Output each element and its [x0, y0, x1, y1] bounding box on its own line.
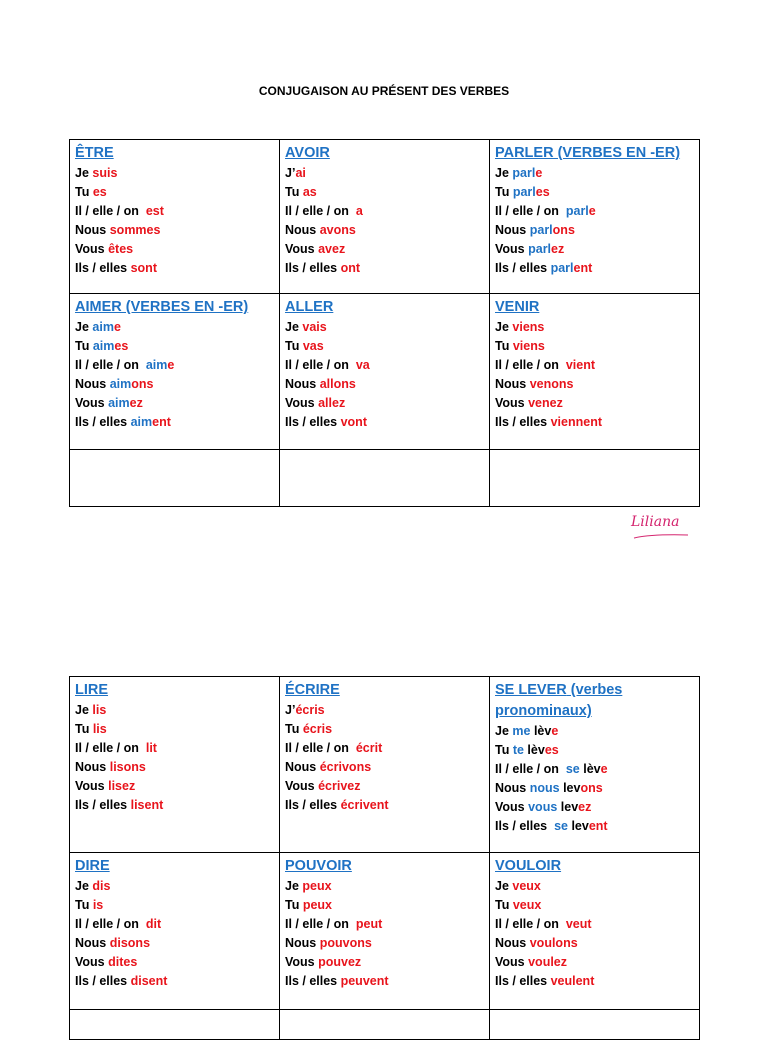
table-row [70, 677, 700, 853]
verb-cell [490, 294, 700, 450]
pronoun-text: Ils / elles [285, 974, 341, 988]
pronoun-text: Vous [495, 396, 529, 410]
ending-text: disent [130, 974, 168, 988]
ending-text: voulons [529, 936, 578, 950]
verb-title [495, 856, 694, 877]
verb-cell [70, 677, 280, 853]
ending-text: êtes [108, 242, 134, 256]
pronoun-text: Vous [285, 955, 319, 969]
verb-title-text: ÊTRE [75, 145, 114, 161]
ending-text: peux [302, 898, 333, 912]
pronoun-text: Nous [285, 377, 320, 391]
conjugation-line [285, 259, 484, 278]
ending-text: écrivons [319, 760, 372, 774]
conjugation-line [285, 318, 484, 337]
conjugation-line [75, 202, 274, 221]
pronoun-text: Ils / elles [285, 415, 341, 429]
verb-title-text: POUVOIR [285, 858, 352, 874]
conjugation-line [75, 972, 274, 991]
ending-text: is [92, 898, 104, 912]
ending-text: es [92, 185, 107, 199]
conjugation-line [495, 934, 694, 953]
ending-text: lit [145, 741, 157, 755]
pronoun-text: Vous [495, 800, 529, 814]
verb-title [75, 856, 274, 877]
pronoun-text: Ils / elles [285, 261, 341, 275]
conjugation-line [75, 221, 274, 240]
conjugation-line [75, 164, 274, 183]
table-row [70, 140, 700, 294]
ending-text: viens [512, 320, 545, 334]
conjugation-table-1 [69, 139, 700, 507]
ending-text: ons [552, 223, 575, 237]
conjugation-line [75, 337, 274, 356]
pronoun-text: Ils / elles [495, 415, 551, 429]
verb-title [285, 143, 484, 164]
conjugation-line [285, 701, 484, 720]
pronoun-text: Tu [75, 185, 93, 199]
ending-text: lisez [108, 779, 136, 793]
ending-text: viennent [550, 415, 602, 429]
conjugation-line [285, 221, 484, 240]
verb-title [495, 143, 694, 164]
stem-text: parl [512, 185, 536, 199]
verb-title-text: SE LEVER [495, 682, 567, 698]
conjugation-line [285, 877, 484, 896]
stem-text: aim [109, 377, 132, 391]
ending-text: allons [319, 377, 356, 391]
ending-text: veux [512, 879, 541, 893]
conjugation-line [495, 413, 694, 432]
conjugation-line [495, 375, 694, 394]
ending-text: ai [295, 166, 306, 180]
conjugation-line [495, 356, 694, 375]
empty-cell [70, 1010, 280, 1040]
table-row [70, 853, 700, 1010]
pronoun-text: Il / elle / on [495, 762, 566, 776]
conjugation-line [75, 413, 274, 432]
verb-title-text: VOULOIR [495, 858, 562, 874]
pronoun-text: Je [75, 166, 93, 180]
ending-text: a [355, 204, 363, 218]
stem-text: aim [92, 339, 115, 353]
pronoun-text: Je [75, 320, 93, 334]
ending-text: ez [578, 800, 592, 814]
ending-text: vient [565, 358, 596, 372]
ending-text: ent [588, 819, 608, 833]
conjugation-line [285, 164, 484, 183]
verb-cell [490, 853, 700, 1010]
signature-swash [632, 532, 690, 540]
stem-text: se [554, 819, 568, 833]
ending-text: e [535, 166, 543, 180]
pronoun-text: Vous [285, 242, 319, 256]
pronoun-text: Tu [285, 339, 303, 353]
pronoun-text: Tu [75, 898, 93, 912]
conjugation-line [75, 318, 274, 337]
verb-title-text: VENIR [495, 299, 540, 315]
conjugation-line [75, 375, 274, 394]
ending-text: écris [302, 722, 333, 736]
conjugation-line [75, 701, 274, 720]
conjugation-line [495, 722, 694, 741]
ending-text: pouvons [319, 936, 372, 950]
ending-text: sont [130, 261, 157, 275]
stem-text: vous [528, 800, 558, 814]
verb-cell [490, 677, 700, 853]
conjugation-line [495, 318, 694, 337]
stem-text: parl [512, 166, 536, 180]
stem-text: parl [529, 223, 553, 237]
pronoun-text: Je [495, 166, 513, 180]
ending-text: peuvent [340, 974, 389, 988]
verb-title [495, 680, 694, 722]
pronoun-text: lev [557, 800, 579, 814]
ending-text: es [535, 185, 550, 199]
conjugation-line [75, 259, 274, 278]
pronoun-text: Nous [285, 760, 320, 774]
stem-text: se [565, 762, 580, 776]
ending-text: pouvez [318, 955, 362, 969]
pronoun-text: lèv [579, 762, 601, 776]
ending-text: sommes [109, 223, 161, 237]
verb-title [285, 680, 484, 701]
conjugation-line [495, 183, 694, 202]
pronoun-text: Vous [75, 242, 109, 256]
ending-text: allez [318, 396, 346, 410]
ending-text: va [355, 358, 370, 372]
pronoun-text: J’ [285, 703, 296, 717]
pronoun-text: Ils / elles [495, 261, 551, 275]
pronoun-text: Nous [285, 223, 320, 237]
conjugation-line [75, 934, 274, 953]
page-title: CONJUGAISON AU PRÉSENT DES VERBES [258, 84, 510, 98]
ending-text: venez [528, 396, 563, 410]
verb-cell [280, 294, 490, 450]
ending-text: vas [302, 339, 324, 353]
ending-text: peux [302, 879, 332, 893]
stem-text: aim [92, 320, 114, 334]
pronoun-text: Je [75, 879, 93, 893]
ending-text: veux [512, 898, 542, 912]
conjugation-line [75, 877, 274, 896]
pronoun-text: Ils / elles [75, 798, 131, 812]
pronoun-text: Il / elle / on [285, 204, 356, 218]
ending-text: es [544, 743, 559, 757]
conjugation-line [285, 934, 484, 953]
ending-text: disons [109, 936, 151, 950]
pronoun-text: Tu [495, 743, 513, 757]
table-row [70, 1010, 700, 1040]
pronoun-text: Tu [495, 185, 513, 199]
conjugation-line [75, 953, 274, 972]
verb-cell [70, 140, 280, 294]
pronoun-text: Vous [285, 396, 319, 410]
ending-text: veut [565, 917, 592, 931]
conjugation-line [495, 202, 694, 221]
conjugation-line [285, 375, 484, 394]
ending-text: venons [529, 377, 574, 391]
pronoun-text: J’ [285, 166, 296, 180]
empty-cell [490, 450, 700, 507]
verb-title-text: LIRE [75, 682, 109, 698]
pronoun-text: Vous [75, 955, 109, 969]
conjugation-line [285, 777, 484, 796]
empty-cell [280, 1010, 490, 1040]
pronoun-text: Ils / elles [285, 798, 341, 812]
verb-title-text: ALLER [285, 299, 334, 315]
conjugation-line [495, 741, 694, 760]
ending-text: ent [573, 261, 593, 275]
conjugation-line [495, 779, 694, 798]
ending-text: lisons [109, 760, 146, 774]
pronoun-text: Nous [75, 936, 110, 950]
conjugation-line [285, 413, 484, 432]
pronoun-text: Je [285, 879, 303, 893]
conjugation-line [285, 356, 484, 375]
stem-text: parl [565, 204, 589, 218]
conjugation-line [495, 953, 694, 972]
ending-text: écrit [355, 741, 383, 755]
pronoun-text: lèv [530, 724, 552, 738]
pronoun-text: Je [495, 724, 513, 738]
pronoun-text: Ils / elles [75, 415, 131, 429]
signature: Liliana [631, 514, 680, 530]
verb-cell [280, 140, 490, 294]
verb-title-text: DIRE [75, 858, 110, 874]
stem-text: nous [529, 781, 560, 795]
table-row [70, 450, 700, 507]
conjugation-line [495, 164, 694, 183]
pronoun-text: Il / elle / on [495, 204, 566, 218]
pronoun-text: Je [495, 320, 513, 334]
pronoun-text: Nous [495, 223, 530, 237]
ending-text: ez [129, 396, 143, 410]
pronoun-text: Nous [495, 936, 530, 950]
pronoun-text: Tu [495, 898, 513, 912]
ending-text: dis [92, 879, 111, 893]
pronoun-text: Nous [75, 223, 110, 237]
ending-text: écrivez [318, 779, 361, 793]
ending-text: viens [512, 339, 545, 353]
conjugation-line [495, 817, 694, 836]
ending-text: e [551, 724, 559, 738]
conjugation-line [285, 240, 484, 259]
conjugation-line [285, 739, 484, 758]
ending-text: suis [92, 166, 118, 180]
verb-title [285, 297, 484, 318]
empty-cell [490, 1010, 700, 1040]
stem-text: me [512, 724, 531, 738]
conjugation-line [285, 796, 484, 815]
conjugation-line [495, 760, 694, 779]
conjugation-line [495, 259, 694, 278]
conjugation-line [495, 798, 694, 817]
verb-title-text: AVOIR [285, 145, 330, 161]
pronoun-text: Je [285, 320, 303, 334]
conjugation-line [495, 221, 694, 240]
conjugation-line [285, 953, 484, 972]
empty-cell [280, 450, 490, 507]
verb-title [75, 680, 274, 701]
conjugation-line [75, 356, 274, 375]
conjugation-line [285, 720, 484, 739]
conjugation-line [75, 777, 274, 796]
pronoun-text: Il / elle / on [285, 741, 356, 755]
conjugation-line [75, 739, 274, 758]
ending-text: écris [295, 703, 325, 717]
conjugation-line [75, 183, 274, 202]
conjugation-line [75, 796, 274, 815]
pronoun-text: Ils / elles [75, 261, 131, 275]
pronoun-text: lèv [523, 743, 545, 757]
conjugation-line [75, 915, 274, 934]
conjugation-line [495, 972, 694, 991]
pronoun-text: Nous [285, 936, 320, 950]
conjugation-line [495, 877, 694, 896]
conjugation-line [285, 915, 484, 934]
ending-text: e [167, 358, 175, 372]
ending-text: veulent [550, 974, 595, 988]
pronoun-text: Vous [495, 955, 529, 969]
pronoun-text: Nous [75, 377, 110, 391]
pronoun-text: Je [75, 703, 93, 717]
pronoun-text: Nous [75, 760, 110, 774]
conjugation-line [285, 337, 484, 356]
conjugation-line [75, 240, 274, 259]
stem-text: parl [550, 261, 574, 275]
pronoun-text: Vous [75, 779, 109, 793]
pronoun-text: Nous [495, 781, 530, 795]
empty-cell [70, 450, 280, 507]
pronoun-text: Il / elle / on [75, 358, 146, 372]
ending-text: avons [319, 223, 356, 237]
ending-text: lisent [130, 798, 164, 812]
conjugation-line [495, 915, 694, 934]
pronoun-text: lev [559, 781, 581, 795]
stem-text: aim [130, 415, 153, 429]
ending-text: ez [551, 242, 565, 256]
pronoun-text: Il / elle / on [495, 917, 566, 931]
pronoun-text: Tu [495, 339, 513, 353]
conjugation-line [285, 972, 484, 991]
ending-text: dites [108, 955, 138, 969]
conjugation-line [495, 240, 694, 259]
pronoun-text: Tu [75, 339, 93, 353]
stem-text: aim [145, 358, 168, 372]
ending-text: peut [355, 917, 383, 931]
ending-text: voulez [528, 955, 568, 969]
stem-text: aim [108, 396, 130, 410]
conjugation-line [285, 183, 484, 202]
ending-text: as [302, 185, 317, 199]
pronoun-text: Vous [75, 396, 109, 410]
ending-text: avez [318, 242, 346, 256]
pronoun-text: Tu [285, 722, 303, 736]
pronoun-text: Tu [285, 898, 303, 912]
pronoun-text: Il / elle / on [75, 917, 146, 931]
stem-text: te [512, 743, 524, 757]
ending-text: e [588, 204, 596, 218]
pronoun-text: Il / elle / on [495, 358, 566, 372]
conjugation-line [75, 758, 274, 777]
ending-text: lis [92, 703, 107, 717]
ending-text: ont [340, 261, 361, 275]
conjugation-line [285, 758, 484, 777]
table-row [70, 294, 700, 450]
pronoun-text: Tu [75, 722, 93, 736]
verb-cell [490, 140, 700, 294]
pronoun-text: Vous [285, 779, 319, 793]
verb-title-text: ÉCRIRE [285, 682, 340, 698]
ending-text: dit [145, 917, 162, 931]
stem-text: parl [528, 242, 552, 256]
pronoun-text: Ils / elles [495, 819, 555, 833]
pronoun-text: Nous [495, 377, 530, 391]
verb-title [75, 297, 274, 318]
conjugation-line [75, 394, 274, 413]
verb-title [495, 297, 694, 318]
pronoun-text: Il / elle / on [285, 917, 356, 931]
verb-title-suffix: (verbes pronominaux) [495, 682, 623, 719]
ending-text: ent [152, 415, 171, 429]
conjugation-table-2 [69, 676, 700, 1040]
ending-text: vais [302, 320, 327, 334]
conjugation-line [495, 896, 694, 915]
verb-cell [70, 294, 280, 450]
conjugation-line [75, 896, 274, 915]
pronoun-text: lev [567, 819, 589, 833]
pronoun-text: Il / elle / on [75, 204, 146, 218]
pronoun-text: Vous [495, 242, 529, 256]
ending-text: vont [340, 415, 367, 429]
ending-text: es [114, 339, 129, 353]
verb-cell [280, 853, 490, 1010]
conjugation-line [285, 394, 484, 413]
verb-cell [280, 677, 490, 853]
pronoun-text: Il / elle / on [285, 358, 356, 372]
ending-text: lis [92, 722, 107, 736]
conjugation-line [495, 394, 694, 413]
verb-title-text: PARLER (VERBES EN -ER) [495, 145, 681, 161]
pronoun-text: Je [495, 879, 513, 893]
pronoun-text: Ils / elles [75, 974, 131, 988]
ending-text: e [600, 762, 608, 776]
conjugation-line [285, 202, 484, 221]
verb-title [285, 856, 484, 877]
ending-text: ons [580, 781, 603, 795]
pronoun-text: Ils / elles [495, 974, 551, 988]
conjugation-line [75, 720, 274, 739]
conjugation-line [285, 896, 484, 915]
ending-text: ons [131, 377, 154, 391]
verb-title [75, 143, 274, 164]
ending-text: est [145, 204, 164, 218]
ending-text: écrivent [340, 798, 389, 812]
pronoun-text: Tu [285, 185, 303, 199]
conjugation-line [495, 337, 694, 356]
verb-title-text: AIMER (VERBES EN -ER) [75, 299, 249, 315]
pronoun-text: Il / elle / on [75, 741, 146, 755]
verb-cell [70, 853, 280, 1010]
ending-text: e [113, 320, 121, 334]
